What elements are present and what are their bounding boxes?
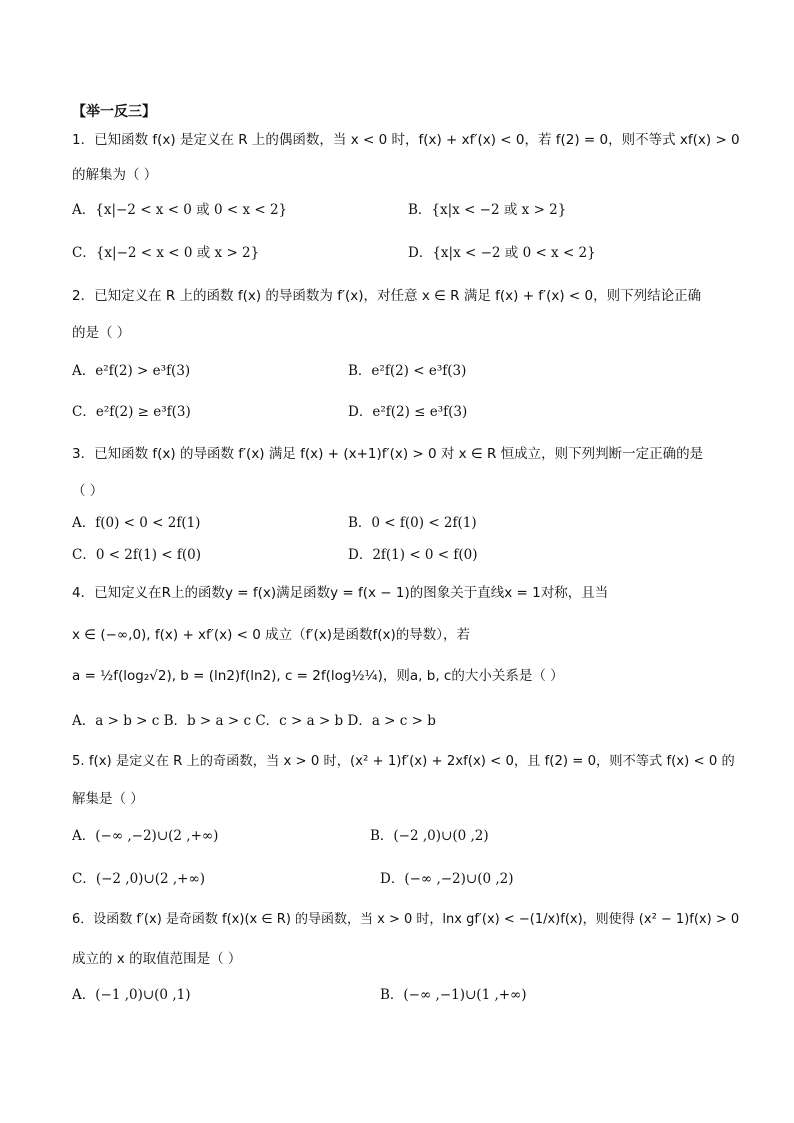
question-4-stem-line-3: a = ½f(log₂√2), b = (ln2)f(ln2), c = 2f(log½¼)，则a, b, c的大小关系是（ ） [72,668,564,684]
question-4-stem-line-1: 4．已知定义在R上的函数y = f(x)满足函数y = f(x − 1)的图象关于直线x = 1对称，且当 [72,585,609,601]
question-3-option-b: B．0 < f(0) < 2f(1) [348,515,477,531]
question-1-option-d: D．{x|x < −2 或 0 < x < 2} [408,245,596,261]
question-5-option-c: C．(−2 ,0)∪(2 ,+∞) [72,871,206,887]
question-1-option-b: B．{x|x < −2 或 x > 2} [408,202,567,218]
question-5-option-b: B．(−2 ,0)∪(0 ,2) [370,828,489,844]
section-title: 【举一反三】 [72,104,156,120]
question-2-stem-line-2: 的是（ ） [72,325,131,341]
question-2-option-b: B．e²f(2) < e³f(3) [348,363,467,379]
question-5-stem-line-2: 解集是（ ） [72,791,144,807]
question-3-option-a: A．f(0) < 0 < 2f(1) [72,515,201,531]
question-6-option-b: B．(−∞ ,−1)∪(1 ,+∞) [380,987,527,1003]
question-2-option-a: A．e²f(2) > e³f(3) [72,363,191,379]
question-6-stem-line-1: 6．设函数 f′(x) 是奇函数 f(x)(x ∈ R) 的导函数，当 x > 0 时，lnx gf′(x) < −(1/x)f(x)，则使得 (x² − 1)f(x) > 0 [72,912,740,927]
question-5-option-d: D．(−∞ ,−2)∪(0 ,2) [380,871,514,887]
question-3-option-d: D．2f(1) < 0 < f(0) [348,547,478,563]
question-2-stem-line-1: 2．已知定义在 R 上的函数 f(x) 的导函数为 f′(x)，对任意 x ∈ R 满足 f(x) + f′(x) < 0，则下列结论正确 [72,288,702,304]
question-4-options: A．a > b > c B．b > a > c C．c > a > b D．a > c > b [72,713,436,729]
question-1-option-c: C．{x|−2 < x < 0 或 x > 2} [72,245,260,261]
question-1-option-a: A．{x|−2 < x < 0 或 0 < x < 2} [72,202,288,218]
question-2-option-d: D．e²f(2) ≤ e³f(3) [348,404,468,420]
question-3-stem-line-1: 3．已知函数 f(x) 的导函数 f′(x) 满足 f(x) + (x+1)f′(x) > 0 对 x ∈ R 恒成立，则下列判断一定正确的是 [72,446,704,462]
question-2-option-c: C．e²f(2) ≥ e³f(3) [72,404,191,420]
question-3-stem-line-2: （ ） [72,483,104,499]
question-1-stem-line-2: 的解集为（ ） [72,167,158,183]
question-5-option-a: A．(−∞ ,−2)∪(2 ,+∞) [72,828,219,844]
question-5-stem-line-1: 5. f(x) 是定义在 R 上的奇函数，当 x > 0 时，(x² + 1)f′(x) + 2xf(x) < 0，且 f(2) = 0，则不等式 f(x) < 0 的 [72,754,735,769]
question-1-stem-line-1: 1．已知函数 f(x) 是定义在 R 上的偶函数，当 x < 0 时，f(x) + xf′(x) < 0，若 f(2) = 0，则不等式 xf(x) > 0 [72,132,740,148]
question-6-stem-line-2: 成立的 x 的取值范围是（ ） [72,951,242,967]
question-4-stem-line-2: x ∈ (−∞,0), f(x) + xf′(x) < 0 成立（f′(x)是函数f(x)的导数），若 [72,627,471,643]
question-3-option-c: C．0 < 2f(1) < f(0) [72,547,202,563]
question-6-option-a: A．(−1 ,0)∪(0 ,1) [72,987,191,1003]
